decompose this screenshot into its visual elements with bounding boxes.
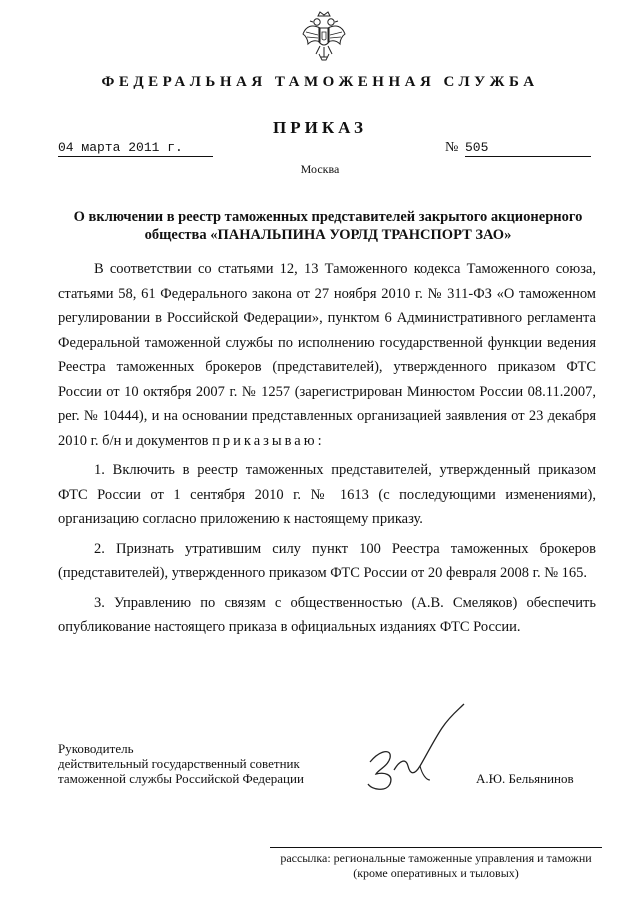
- signer-title-line: таможенной службы Российской Федерации: [58, 771, 304, 786]
- distribution-divider: [270, 847, 602, 848]
- subject-line: О включении в реестр таможенных представителей закрытого акционерного: [73, 209, 583, 225]
- coat-of-arms-icon: [300, 10, 348, 64]
- document-type: ПРИКАЗ: [273, 118, 367, 137]
- order-date: 04 марта 2011 г.: [58, 140, 213, 157]
- signer-title-line: Руководитель: [58, 741, 134, 756]
- distribution-line: рассылка: региональные таможенные управления и таможни: [280, 851, 592, 865]
- city: Москва: [300, 162, 340, 176]
- distribution-line: (кроме оперативных и тыловых): [353, 866, 519, 880]
- number-value: 505: [465, 140, 591, 157]
- signer-title: [58, 741, 304, 786]
- order-item-1: 1. Включить в реестр таможенных представителей, утвержденный приказом ФТС России от 1 сентября 2010 г. № 1613 (с последующими изменениями), организацию согласно приложению к настоящему приказу.: [58, 462, 596, 527]
- order-item-2: 2. Признать утратившим силу пункт 100 Реестра таможенных брокеров (представителей), утвержденного приказом ФТС России от 20 февраля 2008 г. № 165.: [58, 540, 596, 581]
- signer-name: А.Ю. Бельянинов: [476, 771, 574, 786]
- preamble-paragraph: [58, 257, 596, 453]
- handwritten-signature: [350, 700, 470, 800]
- order-subject: [60, 208, 596, 244]
- order-word: приказываю:: [212, 432, 325, 449]
- signer-title-line: действительный государственный советник: [58, 756, 300, 771]
- order-body: [58, 257, 596, 645]
- subject-line: общества «ПАНАЛЬПИНА УОРЛД ТРАНСПОРТ ЗАО»: [144, 227, 512, 243]
- number-label: №: [445, 140, 459, 155]
- distribution-list: [270, 851, 602, 881]
- agency-name: ФЕДЕРАЛЬНАЯ ТАМОЖЕННАЯ СЛУЖБА: [101, 74, 539, 90]
- order-item-3: 3. Управлению по связям с общественностью (А.В. Смеляков) обеспечить опубликование настоящего приказа в официальных изданиях ФТС России.: [58, 594, 596, 635]
- order-number: [445, 140, 595, 157]
- preamble-text: В соответствии со статьями 12, 13 Таможенного кодекса Таможенного союза, статьями 58, 61 Федерального закона от 27 ноября 2010 г. № 311-ФЗ «О таможенном регулировании в Российской Федерации», пунктом 6 Административного регламента Федеральной таможенной службы по исполнению государственной функции ведения Реестра таможенных брокеров (представителей), утвержденного приказом ФТС России от 10 октября 2007 г. № 1257 (зарегистрирован Минюстом России 08.11.2007, рег. № 10444), и на основании представленных организацией заявления от 23 декабря 2010 г. б/н и документов: [58, 261, 596, 449]
